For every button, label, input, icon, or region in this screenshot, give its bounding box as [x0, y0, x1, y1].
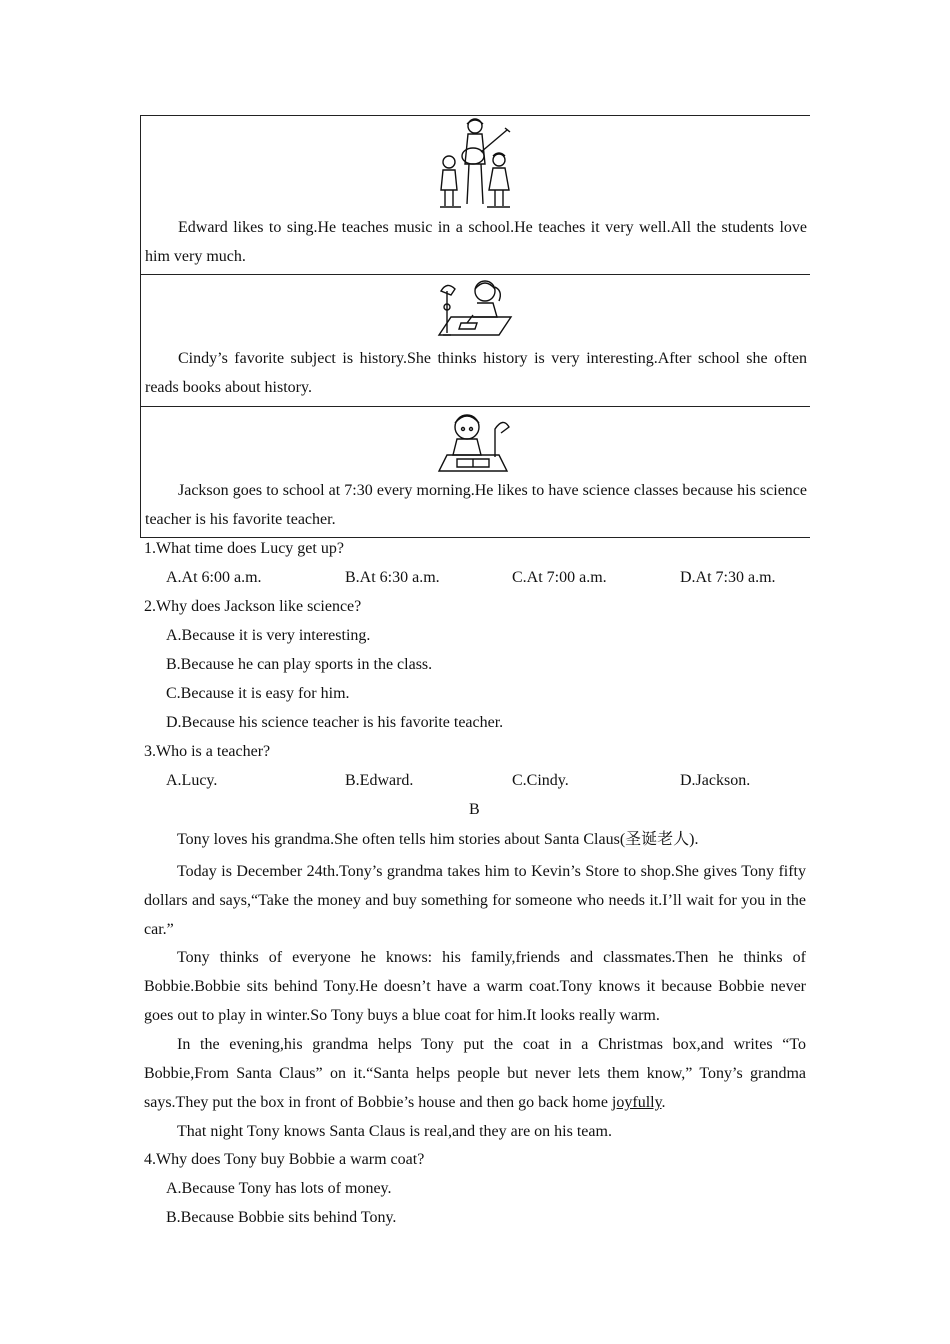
- girl-reading-illustration: [437, 277, 513, 341]
- section-b-heading: B: [469, 801, 480, 818]
- passage-paragraph-2: Today is December 24th.Tony’s grandma takes him to Kevin’s Store to shop.She gives Tony fifty dollars and says,“Take the money and buy something for someone who needs it.I’ll wait for you in the car.”: [144, 863, 806, 938]
- question-1-option-b: B.At 6:30 a.m.: [345, 569, 440, 586]
- question-1-stem: 1.What time does Lucy get up?: [144, 540, 344, 557]
- paragraph-4-text: In the evening,his grandma helps Tony put the coat in a Christmas box,and writes “To Bobbie,From Santa Claus” on it.“Santa helps people but never lets them know,” Tony’s grandma says.They put the box in front of Bobbie’s house and then go back home: [144, 1036, 806, 1111]
- row-text-jackson: Jackson goes to school at 7:30 every morning.He likes to have science classes because his science teacher is his favorite teacher.: [145, 482, 807, 528]
- question-2-option-a: A.Because it is very interesting.: [166, 627, 371, 644]
- table-bottom-border: [140, 537, 810, 538]
- passage-paragraph-5: That night Tony knows Santa Claus is real,and they are on his team.: [177, 1123, 612, 1140]
- question-3-option-a: A.Lucy.: [166, 772, 218, 789]
- question-2-option-d: D.Because his science teacher is his favorite teacher.: [166, 714, 504, 731]
- question-4-option-a: A.Because Tony has lots of money.: [166, 1180, 392, 1197]
- boy-studying-illustration: [437, 409, 513, 473]
- question-4-option-b: B.Because Bobbie sits behind Tony.: [166, 1209, 397, 1226]
- question-2-option-c: C.Because it is easy for him.: [166, 685, 350, 702]
- reading-table: [140, 115, 810, 538]
- table-row-jackson: [140, 406, 810, 537]
- question-1-option-a: A.At 6:00 a.m.: [166, 569, 262, 586]
- question-4-stem: 4.Why does Tony buy Bobbie a warm coat?: [144, 1151, 425, 1168]
- paragraph-4-end: .: [661, 1094, 666, 1111]
- table-row-cindy: [140, 274, 810, 406]
- passage-paragraph-4: [144, 1030, 806, 1117]
- question-1-option-c: C.At 7:00 a.m.: [512, 569, 607, 586]
- question-2-stem: 2.Why does Jackson like science?: [144, 598, 362, 615]
- passage-paragraph-1: Tony loves his grandma.She often tells him stories about Santa Claus(圣诞老人).: [177, 831, 699, 848]
- question-3-option-c: C.Cindy.: [512, 772, 569, 789]
- music-teacher-illustration: [437, 116, 513, 210]
- row-text-edward: Edward likes to sing.He teaches music in a school.He teaches it very well.All the students love him very much.: [145, 219, 807, 265]
- question-3-option-b: B.Edward.: [345, 772, 414, 789]
- question-3-stem: 3.Who is a teacher?: [144, 743, 271, 760]
- table-row-edward: [140, 115, 810, 274]
- underlined-word-joyfully: joyfully: [611, 1094, 662, 1111]
- passage-paragraph-3: Tony thinks of everyone he knows: his family,friends and classmates.Then he thinks of Bobbie.Bobbie sits behind Tony.He doesn’t have a warm coat.Tony knows it because Bobbie never goes out to play in winter.So Tony buys a blue coat for him.It looks really warm.: [144, 949, 806, 1024]
- question-3-option-d: D.Jackson.: [680, 772, 751, 789]
- question-2-option-b: B.Because he can play sports in the class.: [166, 656, 433, 673]
- question-1-option-d: D.At 7:30 a.m.: [680, 569, 776, 586]
- row-text-cindy: Cindy’s favorite subject is history.She thinks history is very interesting.After school she often reads books about history.: [145, 350, 807, 396]
